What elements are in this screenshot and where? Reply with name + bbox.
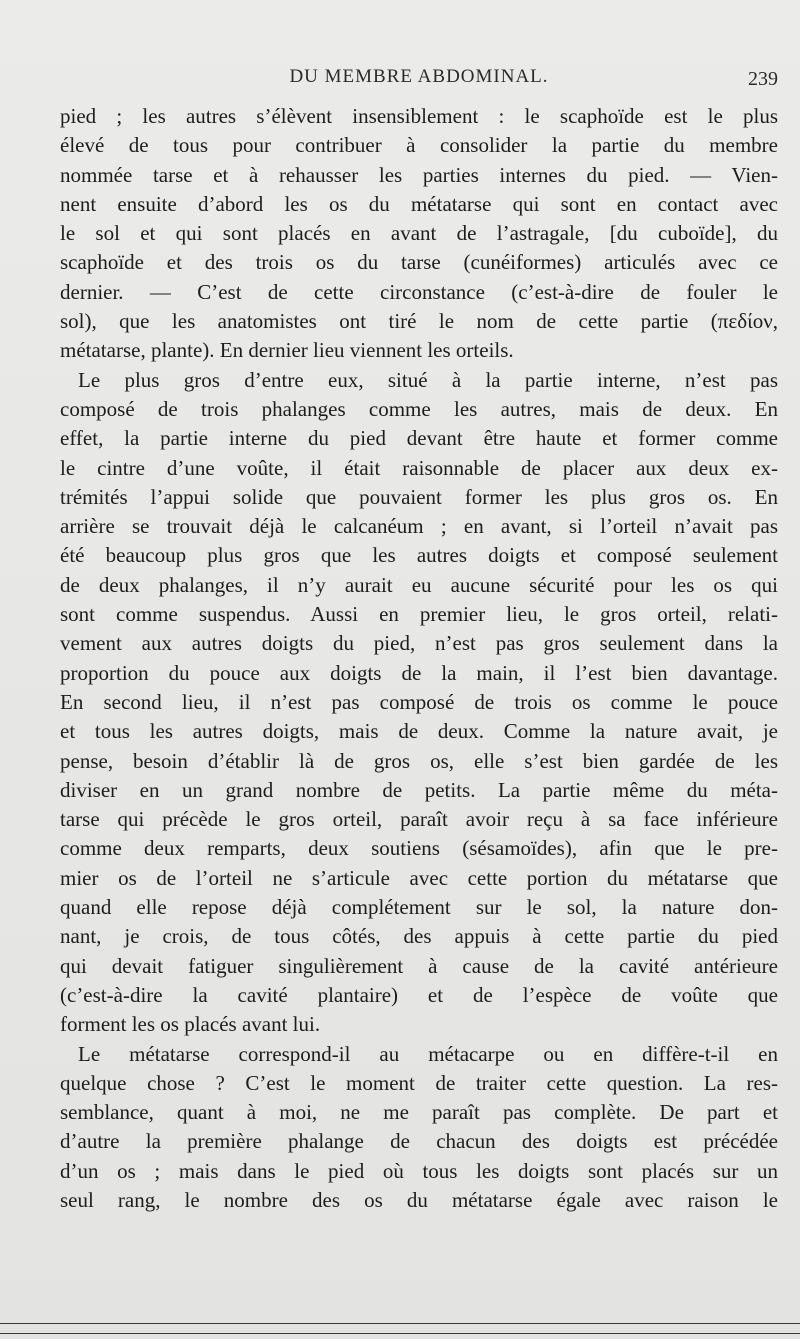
text-line: vement aux autres doigts du pied, n’est pas gros seulement dans la <box>60 631 778 656</box>
text-line: et tous les autres doigts, mais de deux. Comme la nature avait, je <box>60 719 778 744</box>
text-line: d’un os ; mais dans le pied où tous les doigts sont placés sur un <box>60 1158 778 1183</box>
running-title: DU MEMBRE ABDOMINAL. <box>289 66 549 87</box>
text-line: pense, besoin d’établir là de gros os, elle s’est bien gardée de les <box>60 748 778 773</box>
text-line: nant, je crois, de tous côtés, des appuis à cette partie du pied <box>60 924 778 949</box>
text-line: scaphoïde et des trois os du tarse (cunéiformes) articulés avec ce <box>60 250 778 275</box>
text-line: comme deux remparts, deux soutiens (sésamoïdes), afin que le pre- <box>60 836 778 861</box>
page-number: 239 <box>748 68 778 90</box>
text-line: qui devait fatiguer singulièrement à cause de la cavité antérieure <box>60 953 778 978</box>
text-line: le cintre d’une voûte, il était raisonnable de placer aux deux ex- <box>60 455 778 480</box>
text-line: semblance, quant à moi, ne me paraît pas complète. De part et <box>60 1100 778 1125</box>
text-line: proportion du pouce aux doigts de la main, il l’est bien davantage. <box>60 660 778 685</box>
text-line: arrière se trouvait déjà le calcanéum ; en avant, si l’orteil n’avait pas <box>60 514 778 539</box>
text-line: seul rang, le nombre des os du métatarse égale avec raison le <box>60 1187 778 1212</box>
text-line: quelque chose ? C’est le moment de traiter cette question. La res- <box>60 1070 778 1095</box>
paragraph-start-line: Le plus gros d’entre eux, situé à la partie interne, n’est pas <box>78 367 778 392</box>
text-line: En second lieu, il n’est pas composé de trois os comme le pouce <box>60 689 778 714</box>
text-line: d’autre la première phalange de chacun des doigts est précédée <box>60 1129 778 1154</box>
paragraph-end-line: métatarse, plante). En dernier lieu viennent les orteils. <box>60 338 514 363</box>
text-line: le sol et qui sont placés en avant de l’astragale, [du cuboïde], du <box>60 221 778 246</box>
text-line: nommée tarse et à rehausser les parties internes du pied. — Vien- <box>60 162 778 187</box>
page-header <box>60 66 778 96</box>
text-line: composé de trois phalanges comme les autres, mais de deux. En <box>60 396 778 421</box>
text-line: de deux phalanges, il n’y aurait eu aucune sécurité pour les os qui <box>60 572 778 597</box>
text-line: trémités l’appui solide que pouvaient former les plus gros os. En <box>60 484 778 509</box>
text-line: été beaucoup plus gros que les autres doigts et composé seulement <box>60 543 778 568</box>
text-line: tarse qui précède le gros orteil, paraît avoir reçu à sa face inférieure <box>60 807 778 832</box>
text-line: diviser en un grand nombre de petits. La partie même du méta- <box>60 777 778 802</box>
text-line: sont comme suspendus. Aussi en premier lieu, le gros orteil, relati- <box>60 602 778 627</box>
paragraph-start-line: Le métatarse correspond-il au métacarpe ou en diffère-t-il en <box>78 1041 778 1066</box>
text-line: élevé de tous pour contribuer à consolider la partie du membre <box>60 133 778 158</box>
body-text <box>60 102 778 1215</box>
text-line: mier os de l’orteil ne s’articule avec cette portion du métatarse que <box>60 865 778 890</box>
text-line: effet, la partie interne du pied devant être haute et former comme <box>60 426 778 451</box>
text-line: (c’est-à-dire la cavité plantaire) et de l’espèce de voûte que <box>60 982 778 1007</box>
text-line: dernier. — C’est de cette circonstance (c’est-à-dire de fouler le <box>60 279 778 304</box>
paragraph-end-line: forment les os placés avant lui. <box>60 1012 321 1037</box>
text-line: quand elle repose déjà complétement sur le sol, la nature don- <box>60 895 778 920</box>
bottom-rule <box>0 1323 800 1324</box>
text-line: sol), que les anatomistes ont tiré le nom de cette partie (πεδίον, <box>60 309 778 334</box>
text-line: pied ; les autres s’élèvent insensiblement : le scaphoïde est le plus <box>60 104 778 128</box>
bottom-rule <box>0 1333 800 1334</box>
text-line: nent ensuite d’abord les os du métatarse qui sont en contact avec <box>60 191 778 216</box>
